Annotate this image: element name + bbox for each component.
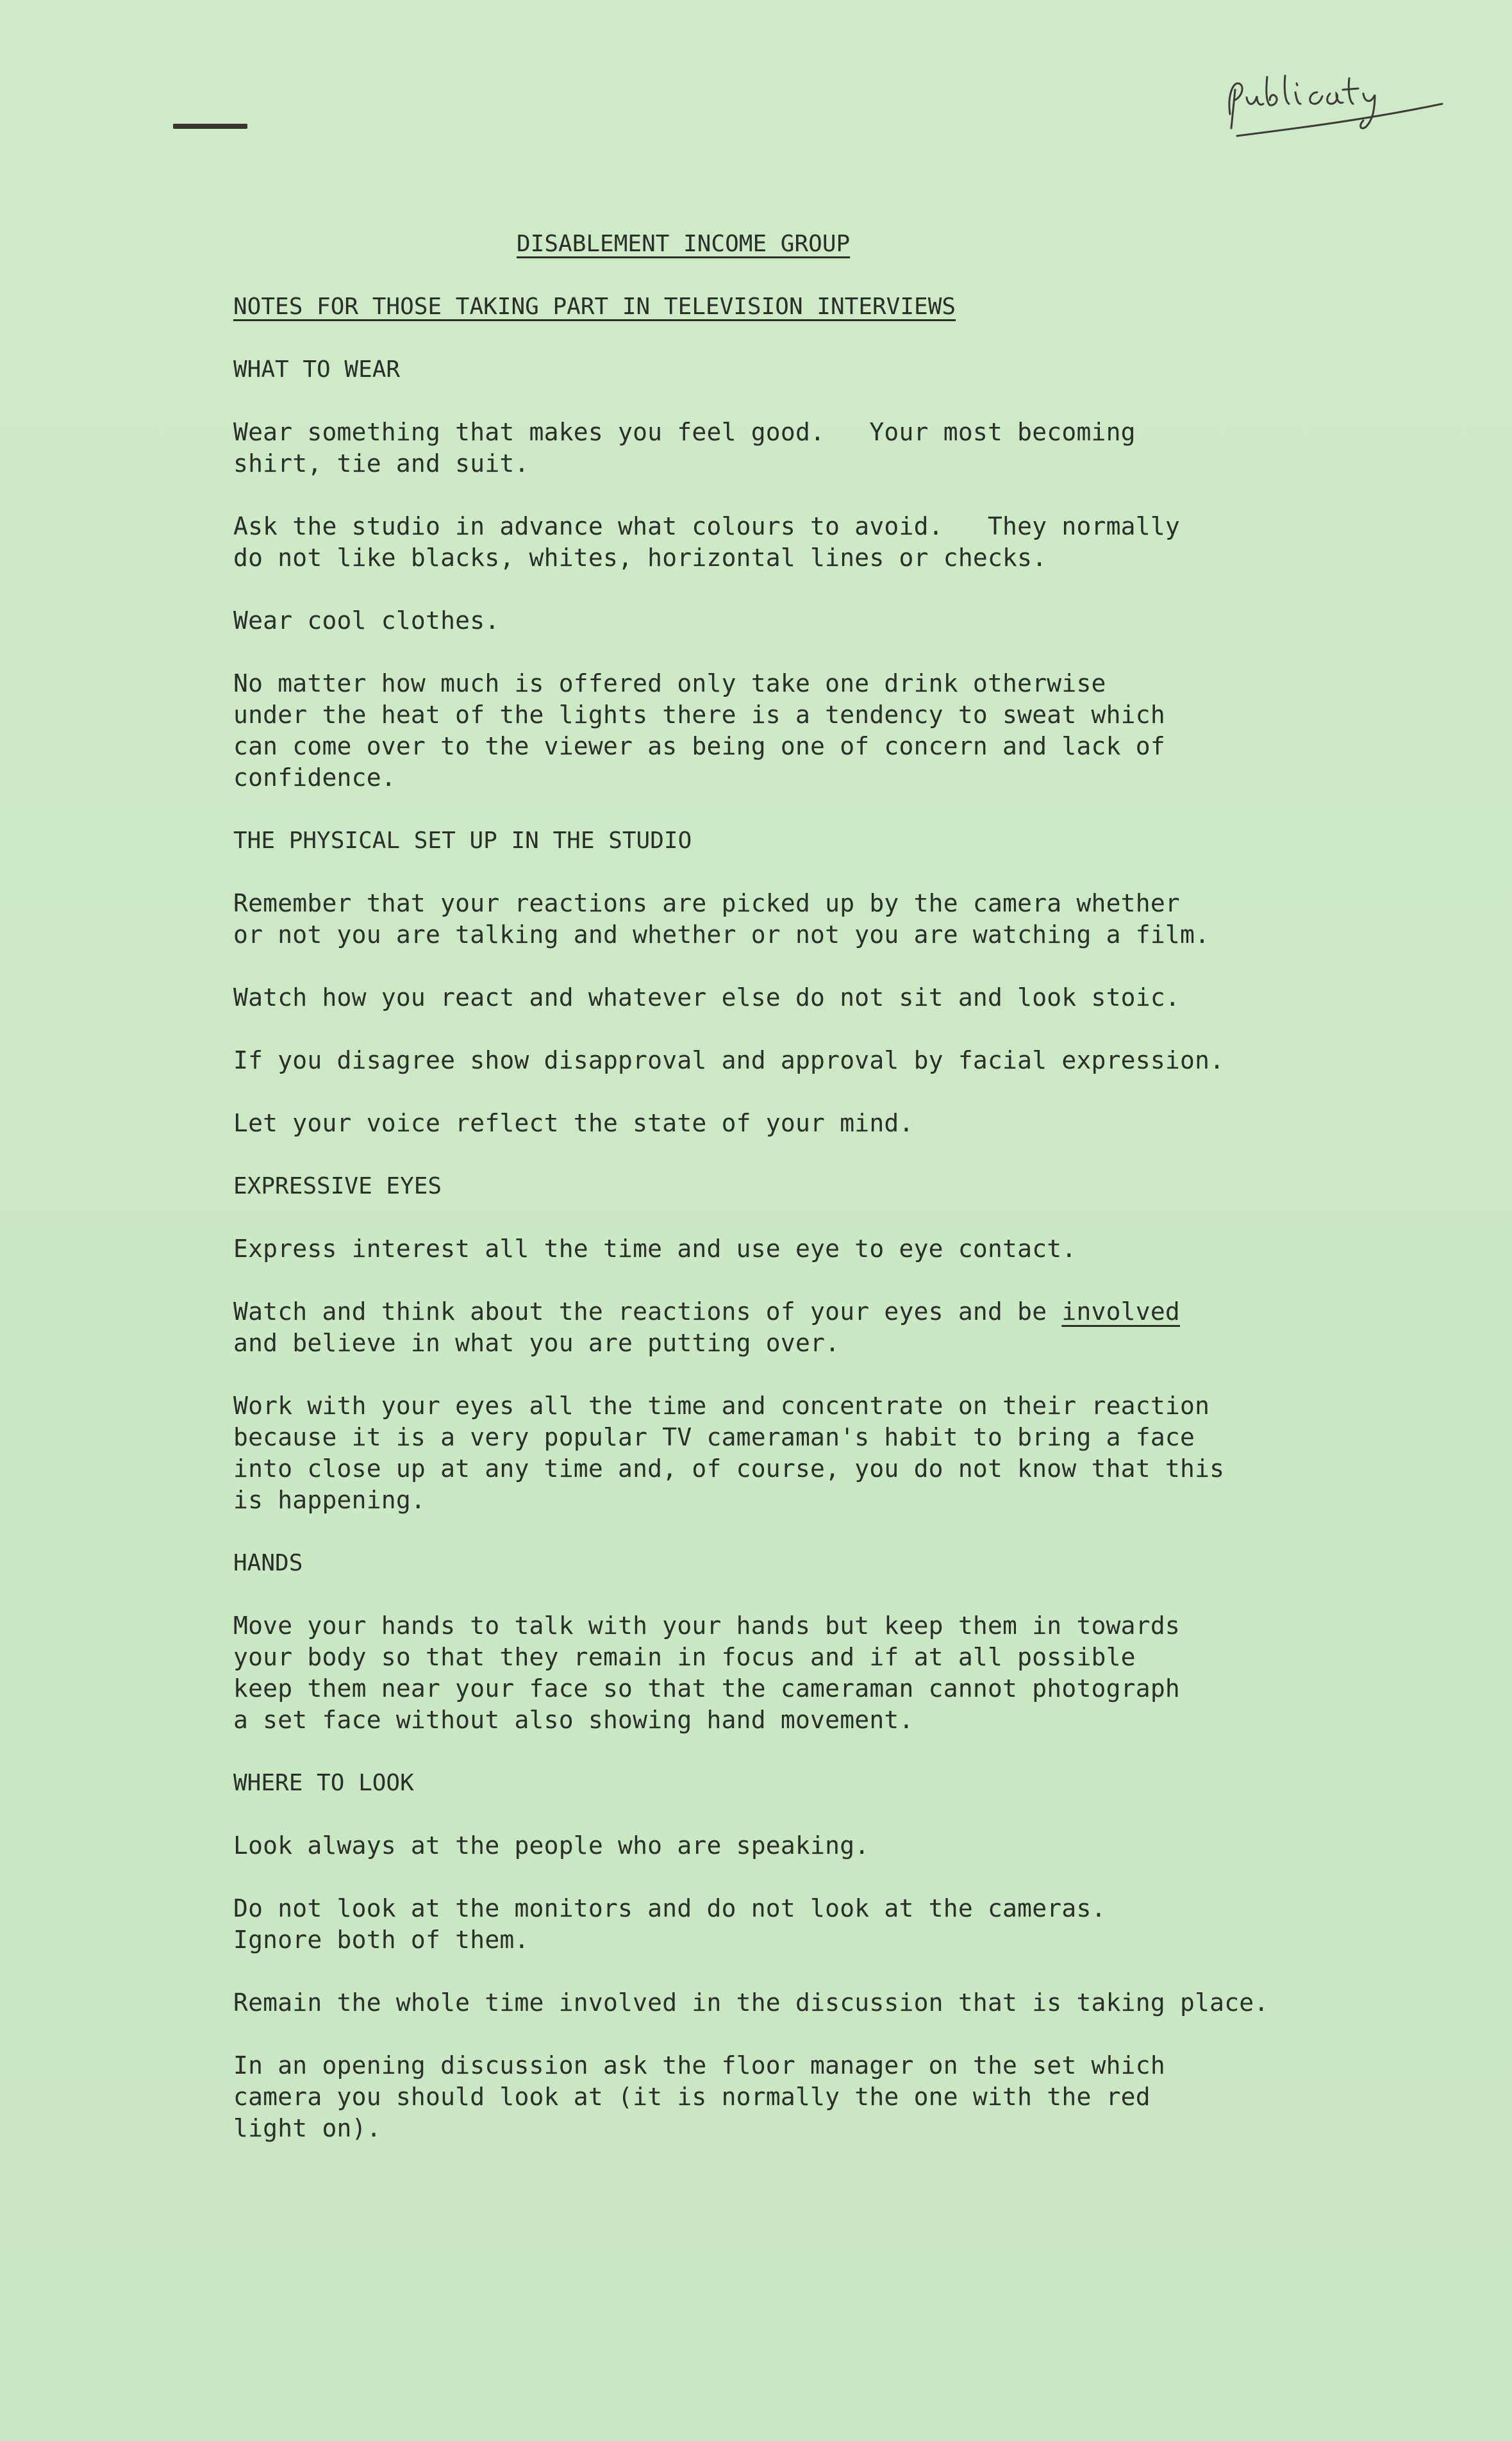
paragraph-line: Wear something that makes you feel good. Your most becoming bbox=[233, 418, 1136, 446]
paragraph-line: and believe in what you are putting over. bbox=[233, 1329, 840, 1357]
paragraph-line: Move your hands to talk with your hands but keep them in towards bbox=[233, 1612, 1180, 1640]
paragraph-line: Do not look at the monitors and do not look at the cameras. bbox=[233, 1894, 1106, 1922]
paragraph-line: confidence. bbox=[233, 763, 396, 792]
paragraph-line: Ignore both of them. bbox=[233, 1926, 529, 1954]
paragraph-line: In an opening discussion ask the floor manager on the set which bbox=[233, 2051, 1165, 2079]
section-heading-hands: HANDS bbox=[233, 1550, 303, 1576]
paragraph-line: Look always at the people who are speaking. bbox=[233, 1831, 870, 1860]
paragraph-line: If you disagree show disapproval and approval by facial expression. bbox=[233, 1046, 1225, 1074]
paragraph-line: under the heat of the lights there is a tendency to sweat which bbox=[233, 701, 1165, 729]
section-heading-wear: WHAT TO WEAR bbox=[233, 356, 401, 383]
paragraph-line: Express interest all the time and use eye to eye contact. bbox=[233, 1235, 1077, 1263]
paragraph-line: is happening. bbox=[233, 1486, 426, 1514]
paragraph-line: your body so that they remain in focus and if at all possible bbox=[233, 1643, 1136, 1671]
paragraph-line: into close up at any time and, of course, you do not know that this bbox=[233, 1454, 1225, 1483]
document-body bbox=[233, 228, 1425, 2144]
paragraph-line: Work with your eyes all the time and concentrate on their reaction bbox=[233, 1392, 1210, 1420]
paragraph-line: Ask the studio in advance what colours to avoid. They normally bbox=[233, 512, 1180, 540]
paragraph-line: because it is a very popular TV cameraman's habit to bring a face bbox=[233, 1423, 1195, 1451]
section-heading-studio: THE PHYSICAL SET UP IN THE STUDIO bbox=[233, 828, 692, 854]
underlined-word: involved bbox=[1061, 1297, 1180, 1326]
paragraph-line: Let your voice reflect the state of your mind. bbox=[233, 1109, 914, 1137]
handwritten-note bbox=[1221, 64, 1445, 141]
document-title: DISABLEMENT INCOME GROUP bbox=[517, 231, 851, 257]
paragraph-line: keep them near your face so that the cameraman cannot photograph bbox=[233, 1674, 1180, 1703]
paragraph-line: light on). bbox=[233, 2114, 381, 2142]
document-subtitle: NOTES FOR THOSE TAKING PART IN TELEVISION INTERVIEWS bbox=[233, 294, 956, 320]
paragraph-line: Remember that your reactions are picked up by the camera whether bbox=[233, 889, 1180, 917]
section-heading-look: WHERE TO LOOK bbox=[233, 1770, 414, 1796]
paragraph-line: shirt, tie and suit. bbox=[233, 449, 529, 478]
paragraph-text: Watch and think about the reactions of your eyes and be bbox=[233, 1297, 1062, 1326]
paragraph-line: do not like blacks, whites, horizontal lines or checks. bbox=[233, 544, 1047, 572]
paragraph-line: No matter how much is offered only take one drink otherwise bbox=[233, 669, 1106, 697]
paragraph-line: or not you are talking and whether or not you are watching a film. bbox=[233, 921, 1210, 949]
paragraph-line: camera you should look at (it is normally the one with the red bbox=[233, 2083, 1151, 2111]
paragraph-line bbox=[233, 1296, 1425, 1328]
paragraph-line: Wear cool clothes. bbox=[233, 606, 500, 635]
paragraph-line: Remain the whole time involved in the discussion that is taking place. bbox=[233, 1988, 1269, 2017]
paragraph-line: can come over to the viewer as being one of concern and lack of bbox=[233, 732, 1165, 760]
margin-dash-mark bbox=[173, 124, 247, 129]
paragraph-line: a set face without also showing hand movement. bbox=[233, 1706, 914, 1734]
section-heading-eyes: EXPRESSIVE EYES bbox=[233, 1173, 442, 1199]
paragraph-line: Watch how you react and whatever else do not sit and look stoic. bbox=[233, 983, 1180, 1012]
